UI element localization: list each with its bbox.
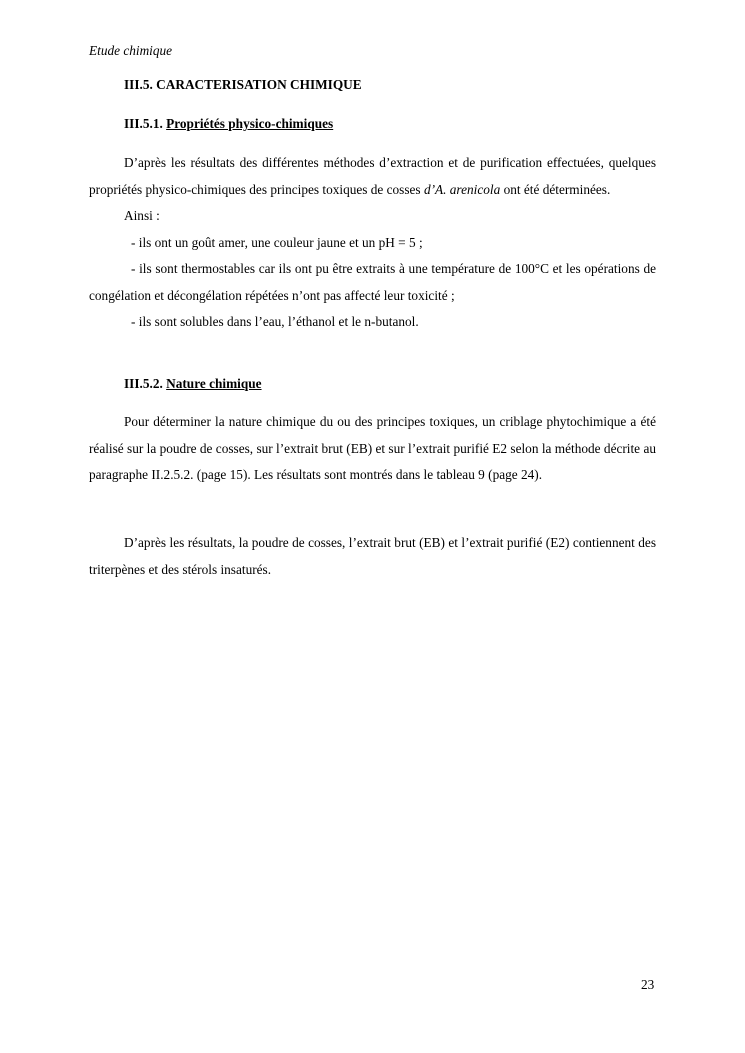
subsection-heading-2 (124, 376, 262, 392)
running-header: Etude chimique (89, 43, 173, 58)
subsection-title: Propriétés physico-chimiques (166, 116, 334, 131)
subsection-number: III.5.1. (124, 116, 163, 131)
ainsi-label: Ainsi : (124, 208, 160, 223)
page-number: 23 (641, 977, 655, 992)
species-name: d’A. arenicola (423, 181, 501, 197)
intro-paragraph: D’après les résultats des différentes méthodes d’extraction et de purification effectuées, quelques propriétés physico-chimiques des principes toxiques de cosses d’A. arenicola ont été déterminées. (89, 155, 656, 197)
list-item: - ils ont un goût amer, une couleur jaune et un pH = 5 ; (131, 234, 423, 250)
section-heading: III.5. CARACTERISATION CHIMIQUE (124, 77, 362, 92)
nature-paragraph-1: Pour déterminer la nature chimique du ou des principes toxiques, un criblage phytochimique a été réalisé sur la poudre de cosses, sur l’extrait brut (EB) et sur l’extrait purifié E2 selon la méthode décrite au paragraphe II.2.5.2. (page 15). Les résultats sont montrés dans le tableau 9 (page 24). (89, 414, 656, 482)
subsection-number: III.5.2. (124, 376, 163, 391)
subsection-title: Nature chimique (166, 376, 262, 391)
properties-block (89, 150, 656, 336)
list-item: - ils sont thermostables car ils ont pu être extraits à une température de 100°C et les opérations de congélation et décongélation répétées n’ont pas affecté leur toxicité ; (89, 261, 656, 303)
list-item: - ils sont solubles dans l’eau, l’éthanol et le n-butanol. (131, 314, 419, 329)
nature-paragraph-2: D’après les résultats, la poudre de cosses, l’extrait brut (EB) et l’extrait purifié (E2) contiennent des triterpènes et des stérols insaturés. (89, 535, 656, 577)
subsection-heading-1 (124, 116, 333, 132)
